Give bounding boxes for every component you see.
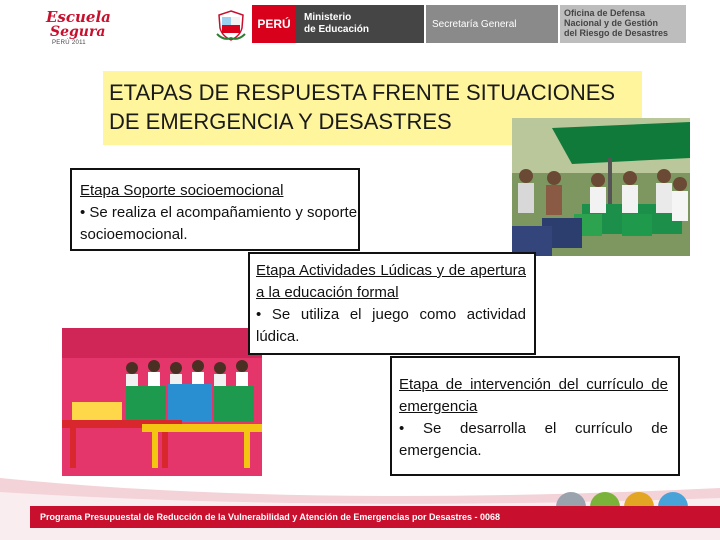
office-line2: Nacional y de Gestión: [564, 18, 659, 28]
stage-heading: Etapa Soporte socioemocional: [80, 182, 284, 199]
page-title: ETAPAS DE RESPUESTA FRENTE SITUACIONES DE EMERGENCIA Y DESASTRES: [109, 80, 616, 134]
logo-line1: Escuela: [46, 8, 111, 26]
peru-label: PERÚ: [252, 5, 296, 43]
stage-text: • Se realiza el acompañamiento y soporte socioemocional.: [80, 204, 358, 243]
office-label: [560, 5, 686, 43]
ministry-line2: de Educación: [304, 24, 370, 35]
footer-program-label: Programa Presupuestal de Reducción de la Vulnerabilidad y Atención de Emergencias por Desastres - 0068: [30, 506, 720, 528]
stage-text: • Se desarrolla el currículo de emergencia.: [399, 420, 668, 459]
ministry-line1: Ministerio: [304, 12, 352, 23]
stage-text: • Se utiliza el juego como actividad lúdica.: [256, 306, 526, 345]
classroom-photo: [62, 328, 262, 476]
stage-heading: Etapa Actividades Lúdicas y de apertura a la educación formal: [256, 262, 526, 301]
logo-line2: Segura: [50, 24, 106, 40]
ministry-label: [296, 5, 424, 43]
stage-heading: Etapa de intervención del currículo de emergencia: [399, 376, 668, 415]
coat-of-arms-icon: [214, 8, 248, 42]
relief-scene-icon: [512, 118, 690, 256]
office-line1: Oficina de Defensa: [564, 8, 646, 18]
escuela-segura-logo: [38, 6, 124, 46]
office-line3: del Riesgo de Desastres: [564, 28, 669, 38]
stage-socioemotional: [70, 168, 360, 251]
classroom-scene-icon: [62, 328, 262, 476]
header: [0, 0, 720, 48]
stage-emergency-curriculum: [390, 356, 680, 476]
stage-play-activities: [248, 252, 536, 355]
secretariat-label: Secretaría General: [426, 5, 558, 43]
logo-line3: PERÚ 2011: [52, 40, 86, 46]
relief-photo: [512, 118, 690, 256]
